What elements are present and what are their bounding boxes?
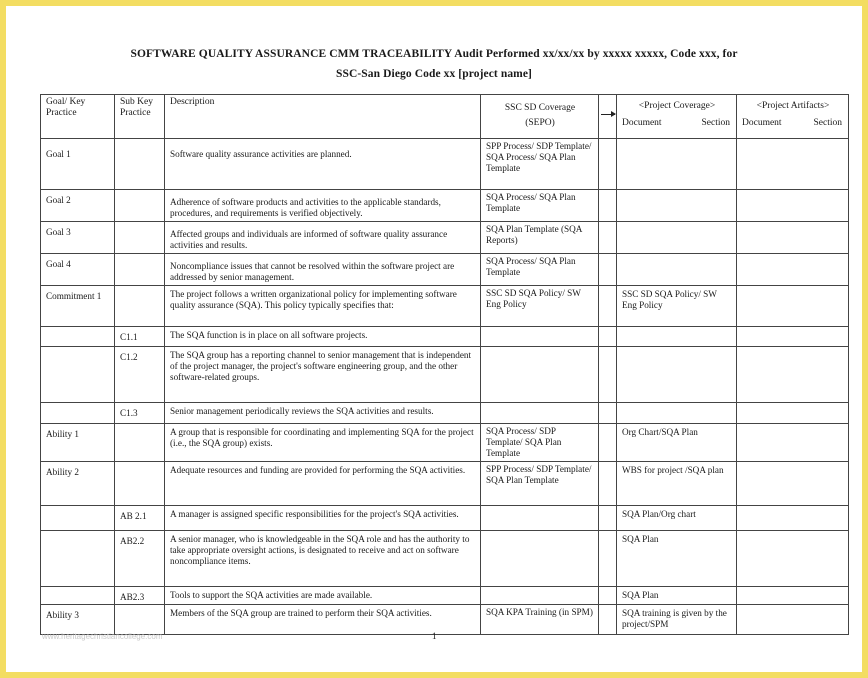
table-row (41, 190, 849, 222)
sub-practice-cell: AB 2.1 (115, 506, 165, 531)
project-artifacts-cell (737, 587, 849, 605)
project-artifacts-cell (737, 462, 849, 506)
goal-cell: Commitment 1 (41, 286, 115, 327)
table-row (41, 587, 849, 605)
arrow-cell (599, 190, 617, 222)
footer-watermark: www.heritagechristiancollege.com (42, 632, 163, 641)
goal-cell (41, 587, 115, 605)
ssc-coverage-cell: SPP Process/ SDP Template/ SQA Process/ SQA Plan Template (481, 139, 599, 190)
project-coverage-cell (617, 139, 737, 190)
project-artifacts-cell (737, 424, 849, 462)
arrow-cell (599, 531, 617, 587)
project-artifacts-cell (737, 347, 849, 403)
project-artifacts-cell (737, 506, 849, 531)
header-coverage-section: Section (701, 118, 730, 128)
sub-practice-cell (115, 139, 165, 190)
description-cell: Senior management periodically reviews the SQA activities and results. (165, 403, 481, 424)
description-cell: Affected groups and individuals are informed of software quality assurance activities and results. (165, 222, 481, 254)
project-artifacts-cell (737, 327, 849, 347)
goal-cell (41, 327, 115, 347)
arrow-cell (599, 286, 617, 327)
arrow-cell (599, 254, 617, 286)
arrow-cell (599, 222, 617, 254)
description-cell: A manager is assigned specific responsibilities for the project's SQA activities. (165, 506, 481, 531)
description-cell: The SQA group has a reporting channel to senior management that is independent of the project manager, the project's software engineering group, and the other software-related groups. (165, 347, 481, 403)
goal-cell (41, 347, 115, 403)
right-arrow-icon (601, 114, 615, 115)
goal-cell: Ability 1 (41, 424, 115, 462)
ssc-coverage-cell: SQA Plan Template (SQA Reports) (481, 222, 599, 254)
sub-practice-cell (115, 286, 165, 327)
arrow-cell (599, 605, 617, 635)
header-ssc-line1: SSC SD Coverage (504, 103, 576, 113)
document-title: SOFTWARE QUALITY ASSURANCE CMM TRACEABILITY Audit Performed xx/xx/xx by xxxxx xxxxx, Code xxx, for (130, 48, 738, 60)
goal-cell: Goal 4 (41, 254, 115, 286)
project-coverage-cell: Org Chart/SQA Plan (617, 424, 737, 462)
project-coverage-cell: SQA training is given by the project/SPM (617, 605, 737, 635)
header-artifacts-section: Section (813, 118, 842, 128)
table-row (41, 222, 849, 254)
arrow-cell (599, 587, 617, 605)
table-row (41, 506, 849, 531)
header-ssc-coverage (481, 95, 599, 139)
ssc-coverage-cell (481, 506, 599, 531)
ssc-coverage-cell: SQA Process/ SDP Template/ SQA Plan Template (481, 424, 599, 462)
page-number: 1 (432, 631, 437, 641)
arrow-cell (599, 403, 617, 424)
project-coverage-cell (617, 403, 737, 424)
goal-cell: Ability 2 (41, 462, 115, 506)
document-page (6, 6, 862, 672)
header-project-coverage-label: <Project Coverage> (638, 101, 716, 111)
description-cell: Software quality assurance activities are planned. (165, 139, 481, 190)
sub-practice-cell: C1.3 (115, 403, 165, 424)
description-cell: The project follows a written organizational policy for implementing software quality assurance (SQA). This policy typically specifies that: (165, 286, 481, 327)
ssc-coverage-cell: SQA Process/ SQA Plan Template (481, 190, 599, 222)
header-project-artifacts-label: <Project Artifacts> (756, 101, 830, 111)
traceability-table (40, 94, 849, 635)
table-row (41, 462, 849, 506)
document-subtitle: SSC-San Diego Code xx [project name] (335, 68, 532, 80)
arrow-cell (599, 506, 617, 531)
description-cell: A senior manager, who is knowledgeable in the SQA role and has the authority to take appropriate oversight actions, is designated to receive and act on software noncompliance items. (165, 531, 481, 587)
description-cell: Members of the SQA group are trained to perform their SQA activities. (165, 605, 481, 635)
table-row (41, 327, 849, 347)
table-row (41, 605, 849, 635)
project-artifacts-cell (737, 139, 849, 190)
header-ssc-line2: (SEPO) (525, 118, 555, 128)
description-cell: Noncompliance issues that cannot be resolved within the software project are addressed by senior management. (165, 254, 481, 286)
project-coverage-cell: SQA Plan/Org chart (617, 506, 737, 531)
sub-practice-cell: AB2.2 (115, 531, 165, 587)
project-coverage-cell (617, 222, 737, 254)
ssc-coverage-cell: SQA Process/ SQA Plan Template (481, 254, 599, 286)
sub-practice-cell (115, 424, 165, 462)
description-cell: The SQA function is in place on all software projects. (165, 327, 481, 347)
ssc-coverage-cell (481, 347, 599, 403)
ssc-coverage-cell: SPP Process/ SDP Template/ SQA Plan Template (481, 462, 599, 506)
sub-practice-cell (115, 254, 165, 286)
ssc-coverage-cell (481, 587, 599, 605)
sub-practice-cell: AB2.3 (115, 587, 165, 605)
header-arrow-cell (599, 95, 617, 139)
description-cell: Adherence of software products and activities to the applicable standards, procedures, and requirements is verified objectively. (165, 190, 481, 222)
header-coverage-document: Document (622, 118, 662, 128)
project-artifacts-cell (737, 403, 849, 424)
arrow-cell (599, 139, 617, 190)
ssc-coverage-cell (481, 327, 599, 347)
goal-cell: Goal 1 (41, 139, 115, 190)
table-row (41, 254, 849, 286)
sub-practice-cell (115, 462, 165, 506)
project-artifacts-cell (737, 605, 849, 635)
project-coverage-cell (617, 327, 737, 347)
goal-cell (41, 531, 115, 587)
description-cell: Tools to support the SQA activities are made available. (165, 587, 481, 605)
project-coverage-cell: SQA Plan (617, 531, 737, 587)
ssc-coverage-cell: SQA KPA Training (in SPM) (481, 605, 599, 635)
description-cell: Adequate resources and funding are provided for performing the SQA activities. (165, 462, 481, 506)
table-header-row (41, 95, 849, 139)
project-artifacts-cell (737, 222, 849, 254)
goal-cell: Goal 2 (41, 190, 115, 222)
project-coverage-cell: WBS for project /SQA plan (617, 462, 737, 506)
ssc-coverage-cell (481, 531, 599, 587)
header-sub-key-practice: Sub Key Practice (115, 95, 165, 139)
project-coverage-cell (617, 190, 737, 222)
header-goal: Goal/ Key Practice (41, 95, 115, 139)
sub-practice-cell: C1.1 (115, 327, 165, 347)
sub-practice-cell (115, 190, 165, 222)
project-coverage-cell: SSC SD SQA Policy/ SW Eng Policy (617, 286, 737, 327)
ssc-coverage-cell: SSC SD SQA Policy/ SW Eng Policy (481, 286, 599, 327)
goal-cell: Ability 3 (41, 605, 115, 635)
goal-cell: Goal 3 (41, 222, 115, 254)
header-project-artifacts (737, 95, 849, 139)
arrow-cell (599, 327, 617, 347)
goal-cell (41, 403, 115, 424)
table-row (41, 347, 849, 403)
arrow-cell (599, 347, 617, 403)
ssc-coverage-cell (481, 403, 599, 424)
table-row (41, 286, 849, 327)
project-artifacts-cell (737, 286, 849, 327)
description-cell: A group that is responsible for coordinating and implementing SQA for the project (i.e., the SQA group) exists. (165, 424, 481, 462)
project-coverage-cell (617, 254, 737, 286)
project-coverage-cell: SQA Plan (617, 587, 737, 605)
project-coverage-cell (617, 347, 737, 403)
goal-cell (41, 506, 115, 531)
sub-practice-cell (115, 605, 165, 635)
project-artifacts-cell (737, 190, 849, 222)
table-row (41, 531, 849, 587)
table-row (41, 139, 849, 190)
sub-practice-cell: C1.2 (115, 347, 165, 403)
header-description: Description (165, 95, 481, 139)
arrow-cell (599, 424, 617, 462)
table-row (41, 424, 849, 462)
header-artifacts-document: Document (742, 118, 782, 128)
table-row (41, 403, 849, 424)
project-artifacts-cell (737, 254, 849, 286)
header-project-coverage (617, 95, 737, 139)
project-artifacts-cell (737, 531, 849, 587)
sub-practice-cell (115, 222, 165, 254)
arrow-cell (599, 462, 617, 506)
